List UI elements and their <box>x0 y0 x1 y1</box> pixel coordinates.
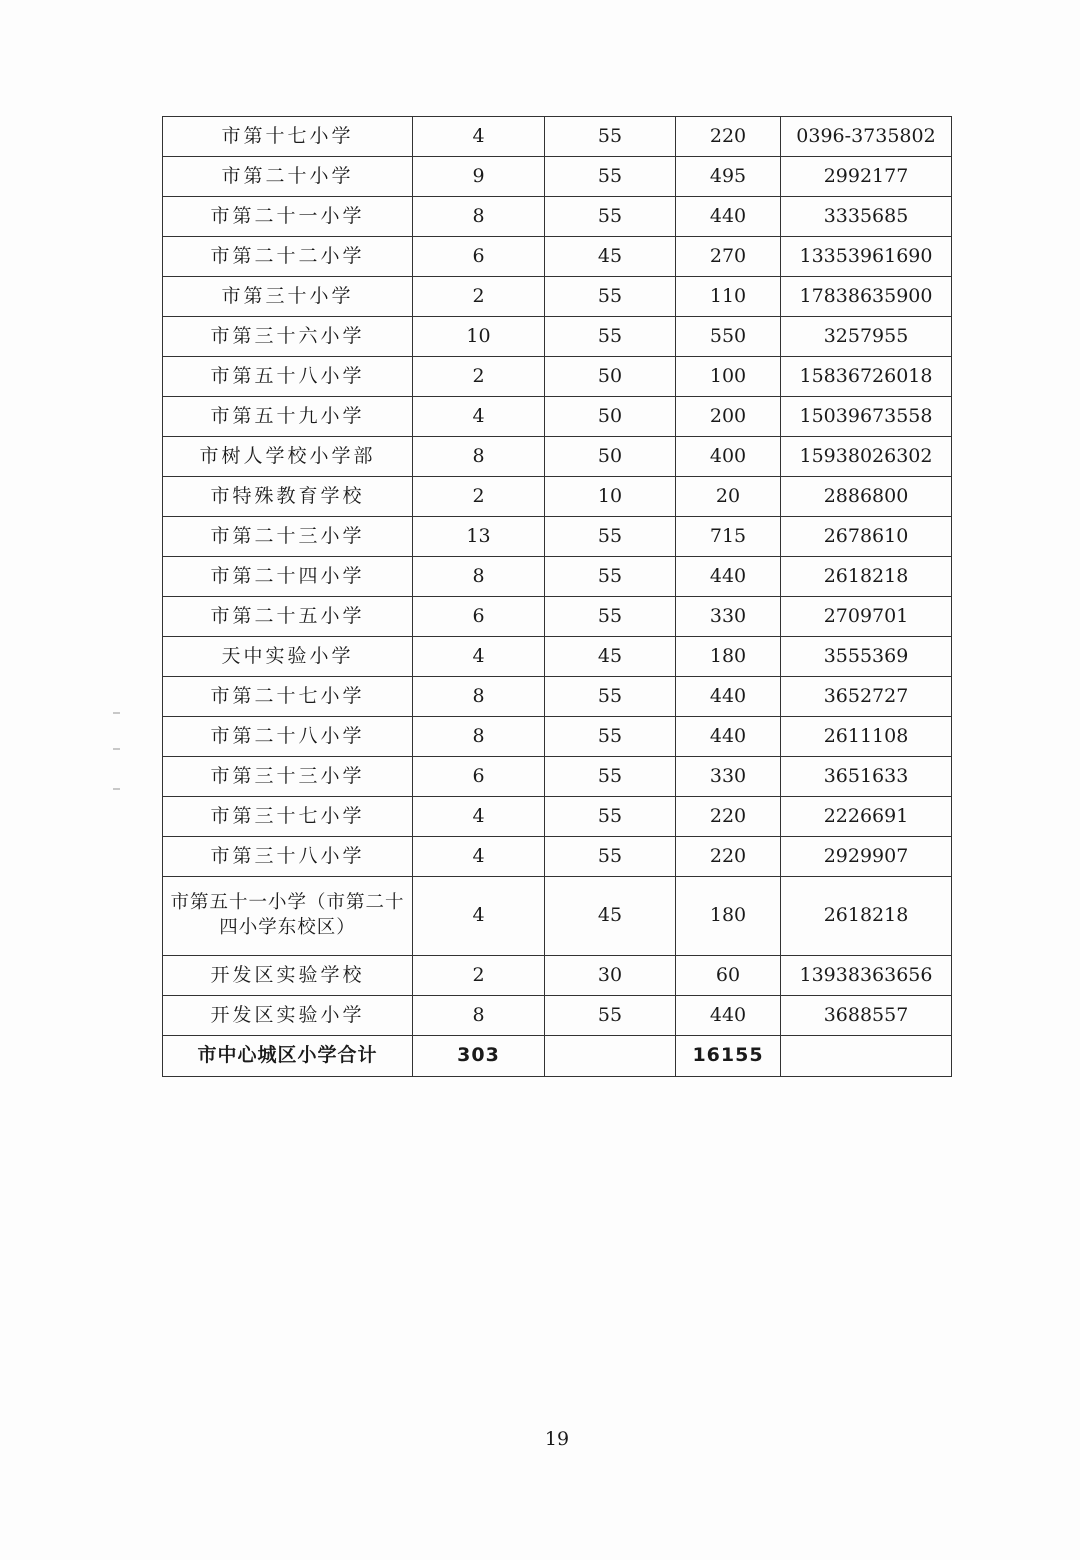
school-enrollment-table <box>162 116 952 1077</box>
phone-cell: 13353961690 <box>781 237 952 277</box>
enrollment-total-cell: 180 <box>676 637 781 677</box>
class-count-cell: 10 <box>413 317 545 357</box>
phone-cell: 2709701 <box>781 597 952 637</box>
phone-cell: 2929907 <box>781 837 952 877</box>
school-name-cell: 开发区实验学校 <box>163 956 413 996</box>
phone-cell: 3688557 <box>781 996 952 1036</box>
per-class-cell: 45 <box>545 877 676 956</box>
phone-cell: 2618218 <box>781 877 952 956</box>
phone-cell: 3651633 <box>781 757 952 797</box>
school-name-cell: 市第五十九小学 <box>163 397 413 437</box>
school-name-cell: 市第五十一小学（市第二十四小学东校区） <box>163 877 413 956</box>
class-count-cell: 4 <box>413 637 545 677</box>
per-class-cell: 55 <box>545 317 676 357</box>
class-count-cell: 2 <box>413 277 545 317</box>
enrollment-total-cell: 110 <box>676 277 781 317</box>
page-number: 19 <box>544 1428 570 1450</box>
school-name-cell: 市第二十八小学 <box>163 717 413 757</box>
table-row <box>163 677 952 717</box>
school-name-cell: 市第三十八小学 <box>163 837 413 877</box>
per-class-cell: 55 <box>545 717 676 757</box>
phone-cell: 2678610 <box>781 517 952 557</box>
total-row <box>163 1036 952 1077</box>
school-name-cell: 市第三十三小学 <box>163 757 413 797</box>
school-name-cell: 市第五十八小学 <box>163 357 413 397</box>
class-count-cell: 6 <box>413 597 545 637</box>
enrollment-total-cell: 495 <box>676 157 781 197</box>
table-row <box>163 237 952 277</box>
scan-artifact <box>113 748 120 750</box>
class-count-cell: 4 <box>413 397 545 437</box>
class-count-cell: 8 <box>413 197 545 237</box>
enrollment-total-cell: 440 <box>676 717 781 757</box>
table-row <box>163 517 952 557</box>
class-count-cell: 8 <box>413 677 545 717</box>
school-name-cell: 市第十七小学 <box>163 117 413 157</box>
per-class-cell: 50 <box>545 357 676 397</box>
per-class-cell: 55 <box>545 837 676 877</box>
enrollment-total-cell: 200 <box>676 397 781 437</box>
table-row <box>163 996 952 1036</box>
table-row <box>163 117 952 157</box>
per-class-cell: 55 <box>545 757 676 797</box>
total-enrollment-total-cell: 16155 <box>676 1036 781 1077</box>
enrollment-total-cell: 330 <box>676 757 781 797</box>
per-class-cell: 55 <box>545 797 676 837</box>
school-name-cell: 市第二十七小学 <box>163 677 413 717</box>
class-count-cell: 6 <box>413 237 545 277</box>
table-row <box>163 797 952 837</box>
per-class-cell: 30 <box>545 956 676 996</box>
school-name-cell: 市第二十二小学 <box>163 237 413 277</box>
table-row <box>163 157 952 197</box>
table-row <box>163 877 952 956</box>
enrollment-total-cell: 550 <box>676 317 781 357</box>
phone-cell: 3335685 <box>781 197 952 237</box>
phone-cell: 17838635900 <box>781 277 952 317</box>
table-row <box>163 597 952 637</box>
class-count-cell: 2 <box>413 357 545 397</box>
total-per-class-cell <box>545 1036 676 1077</box>
class-count-cell: 8 <box>413 996 545 1036</box>
enrollment-total-cell: 440 <box>676 996 781 1036</box>
class-count-cell: 13 <box>413 517 545 557</box>
per-class-cell: 55 <box>545 197 676 237</box>
class-count-cell: 2 <box>413 956 545 996</box>
table-row <box>163 757 952 797</box>
total-class-count-cell: 303 <box>413 1036 545 1077</box>
per-class-cell: 50 <box>545 437 676 477</box>
enrollment-total-cell: 270 <box>676 237 781 277</box>
table-row <box>163 197 952 237</box>
phone-cell: 2992177 <box>781 157 952 197</box>
class-count-cell: 4 <box>413 837 545 877</box>
table-row <box>163 956 952 996</box>
phone-cell: 13938363656 <box>781 956 952 996</box>
class-count-cell: 8 <box>413 557 545 597</box>
phone-cell: 2886800 <box>781 477 952 517</box>
class-count-cell: 8 <box>413 437 545 477</box>
phone-cell: 15039673558 <box>781 397 952 437</box>
class-count-cell: 4 <box>413 877 545 956</box>
school-name-cell: 开发区实验小学 <box>163 996 413 1036</box>
per-class-cell: 55 <box>545 597 676 637</box>
school-name-cell: 市第三十六小学 <box>163 317 413 357</box>
school-name-cell: 天中实验小学 <box>163 637 413 677</box>
school-name-cell: 市第三十小学 <box>163 277 413 317</box>
enrollment-total-cell: 330 <box>676 597 781 637</box>
class-count-cell: 2 <box>413 477 545 517</box>
table-row <box>163 357 952 397</box>
table-row <box>163 397 952 437</box>
phone-cell: 3555369 <box>781 637 952 677</box>
table-row <box>163 557 952 597</box>
per-class-cell: 55 <box>545 557 676 597</box>
class-count-cell: 4 <box>413 797 545 837</box>
per-class-cell: 50 <box>545 397 676 437</box>
enrollment-total-cell: 400 <box>676 437 781 477</box>
total-school-name-cell: 市中心城区小学合计 <box>163 1036 413 1077</box>
enrollment-total-cell: 220 <box>676 797 781 837</box>
enrollment-total-cell: 220 <box>676 837 781 877</box>
school-name-cell: 市特殊教育学校 <box>163 477 413 517</box>
enrollment-total-cell: 440 <box>676 557 781 597</box>
class-count-cell: 8 <box>413 717 545 757</box>
per-class-cell: 55 <box>545 517 676 557</box>
scan-artifact <box>113 712 120 714</box>
table-row <box>163 317 952 357</box>
phone-cell: 2611108 <box>781 717 952 757</box>
phone-cell: 15938026302 <box>781 437 952 477</box>
class-count-cell: 4 <box>413 117 545 157</box>
school-name-cell: 市树人学校小学部 <box>163 437 413 477</box>
table-row <box>163 477 952 517</box>
school-name-cell: 市第三十七小学 <box>163 797 413 837</box>
enrollment-total-cell: 60 <box>676 956 781 996</box>
school-name-cell: 市第二十五小学 <box>163 597 413 637</box>
per-class-cell: 55 <box>545 117 676 157</box>
per-class-cell: 55 <box>545 996 676 1036</box>
enrollment-total-cell: 20 <box>676 477 781 517</box>
enrollment-total-cell: 220 <box>676 117 781 157</box>
total-phone-cell <box>781 1036 952 1077</box>
class-count-cell: 9 <box>413 157 545 197</box>
phone-cell: 2618218 <box>781 557 952 597</box>
table-row <box>163 437 952 477</box>
per-class-cell: 10 <box>545 477 676 517</box>
school-name-cell: 市第二十四小学 <box>163 557 413 597</box>
per-class-cell: 55 <box>545 277 676 317</box>
enrollment-total-cell: 100 <box>676 357 781 397</box>
school-name-cell: 市第二十三小学 <box>163 517 413 557</box>
per-class-cell: 45 <box>545 237 676 277</box>
enrollment-total-cell: 440 <box>676 197 781 237</box>
table-row <box>163 837 952 877</box>
enrollment-total-cell: 180 <box>676 877 781 956</box>
table-row <box>163 277 952 317</box>
phone-cell: 2226691 <box>781 797 952 837</box>
table-row <box>163 717 952 757</box>
enrollment-total-cell: 440 <box>676 677 781 717</box>
phone-cell: 15836726018 <box>781 357 952 397</box>
per-class-cell: 45 <box>545 637 676 677</box>
enrollment-total-cell: 715 <box>676 517 781 557</box>
scan-artifact <box>113 788 120 790</box>
table-row <box>163 637 952 677</box>
class-count-cell: 6 <box>413 757 545 797</box>
phone-cell: 3652727 <box>781 677 952 717</box>
phone-cell: 0396-3735802 <box>781 117 952 157</box>
phone-cell: 3257955 <box>781 317 952 357</box>
school-name-cell: 市第二十一小学 <box>163 197 413 237</box>
per-class-cell: 55 <box>545 157 676 197</box>
per-class-cell: 55 <box>545 677 676 717</box>
school-name-cell: 市第二十小学 <box>163 157 413 197</box>
